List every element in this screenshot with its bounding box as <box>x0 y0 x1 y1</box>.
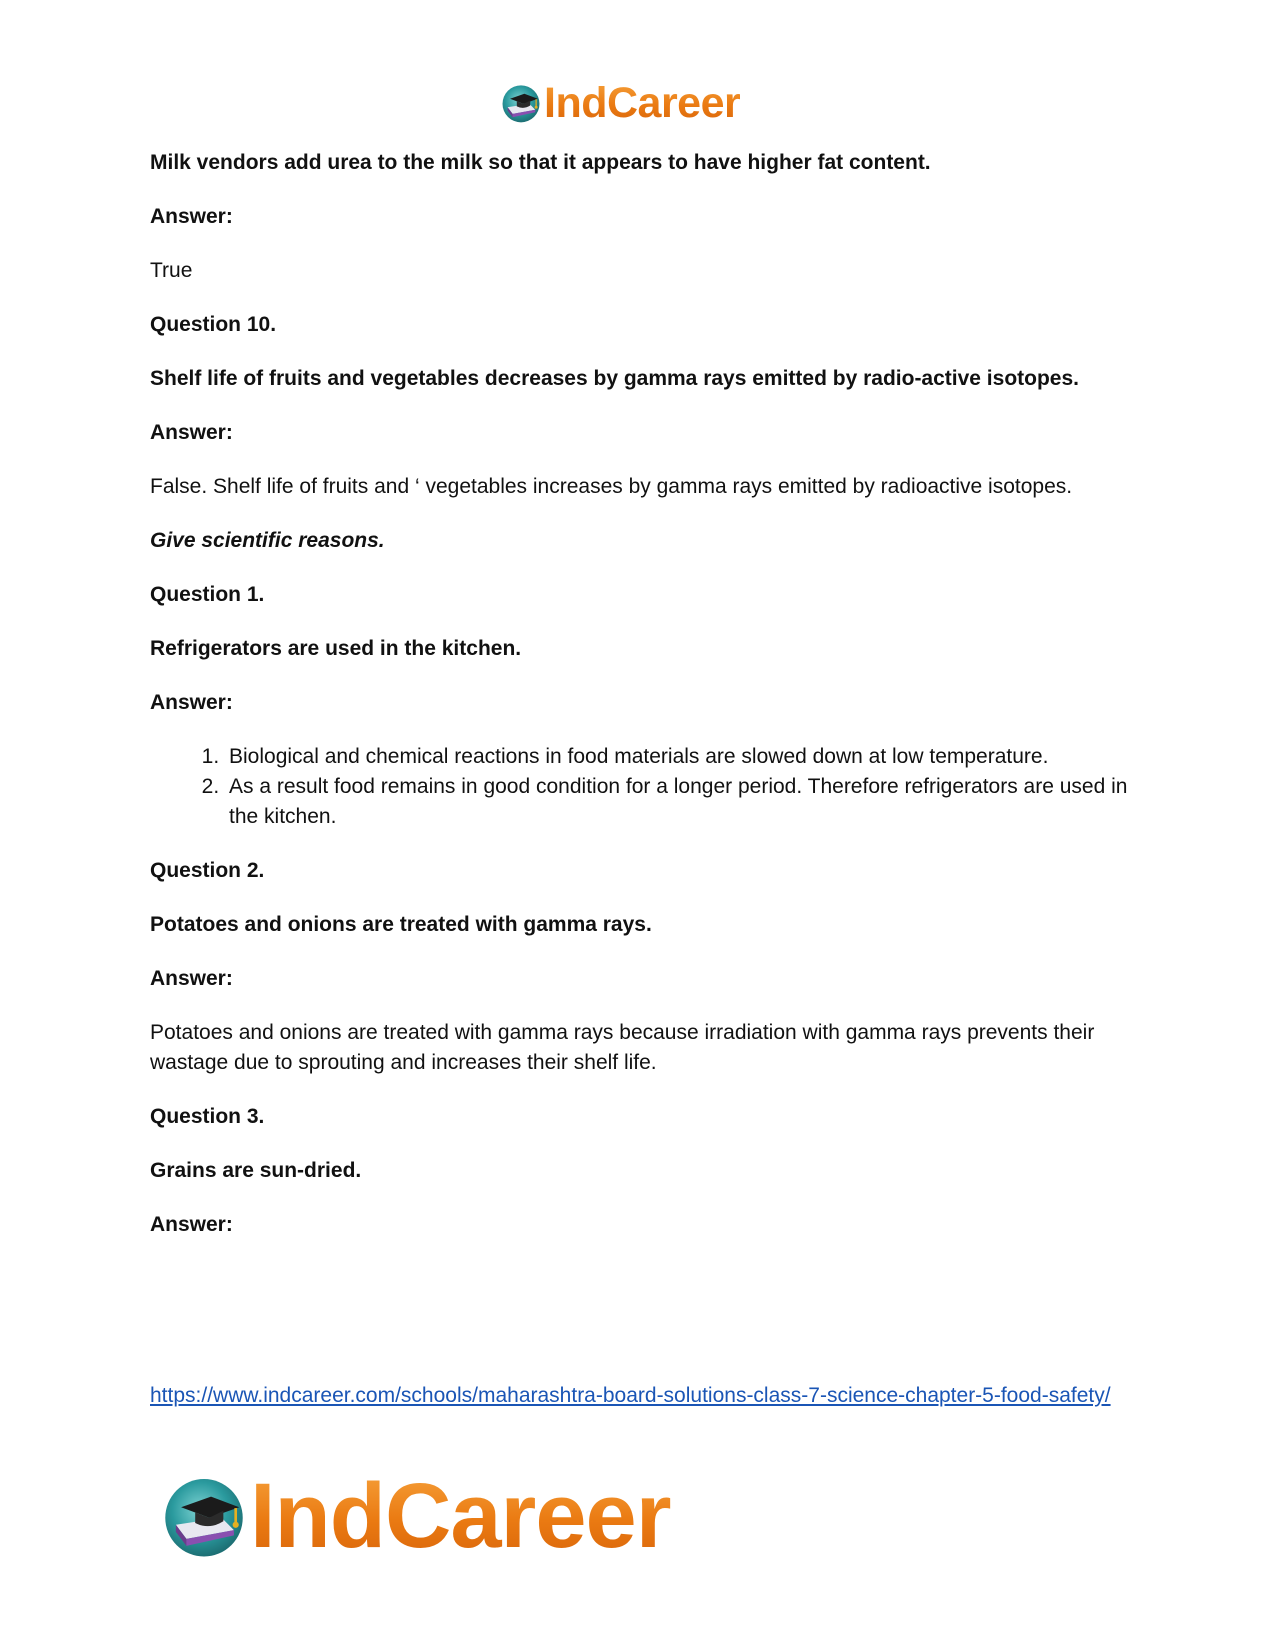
answer-label: Answer: <box>150 205 233 228</box>
footer-link-block <box>150 1378 1130 1414</box>
answer-text: False. Shelf life of fruits and ‘ vegetables increases by gamma rays emitted by radioactive isotopes. <box>150 475 1073 498</box>
answer-list <box>150 742 1140 832</box>
list-item: 1. Biological and chemical reactions in food materials are slowed down at low temperature. <box>225 742 1140 772</box>
logo-wordmark: IndCareer <box>544 79 741 127</box>
logo-wordmark: IndCareer <box>250 1465 671 1567</box>
answer-label: Answer: <box>150 691 233 714</box>
graduation-book-globe-icon <box>160 1472 248 1560</box>
question-text: Potatoes and onions are treated with gamma rays. <box>150 913 652 936</box>
answer-label: Answer: <box>150 967 233 990</box>
question-label: Question 2. <box>150 859 265 882</box>
section-heading: Give scientific reasons. <box>150 529 385 552</box>
question-label: Question 10. <box>150 313 277 336</box>
answer-text: True <box>150 259 193 282</box>
header-logo <box>500 80 740 126</box>
answer-label: Answer: <box>150 1213 233 1236</box>
footer-logo <box>160 1465 671 1567</box>
question-text: Grains are sun-dried. <box>150 1159 362 1182</box>
source-url-link[interactable]: https://www.indcareer.com/schools/maharashtra-board-solutions-class-7-science-chapter-5-food-safety/ <box>150 1384 1111 1407</box>
list-item: 2. As a result food remains in good condition for a longer period. Therefore refrigerators are used in the kitchen. <box>225 772 1140 832</box>
question-label: Question 1. <box>150 583 265 606</box>
statement-text: Milk vendors add urea to the milk so that it appears to have higher fat content. <box>150 151 931 174</box>
question-text: Shelf life of fruits and vegetables decreases by gamma rays emitted by radio-active isotopes. <box>150 367 1079 390</box>
question-label: Question 3. <box>150 1105 265 1128</box>
graduation-book-globe-icon <box>500 82 542 124</box>
answer-label: Answer: <box>150 421 233 444</box>
question-text: Refrigerators are used in the kitchen. <box>150 637 522 660</box>
answer-text: Potatoes and onions are treated with gamma rays because irradiation with gamma rays prevents their wastage due to sprouting and increases their shelf life. <box>150 1021 1095 1074</box>
document-body <box>150 148 1140 1264</box>
